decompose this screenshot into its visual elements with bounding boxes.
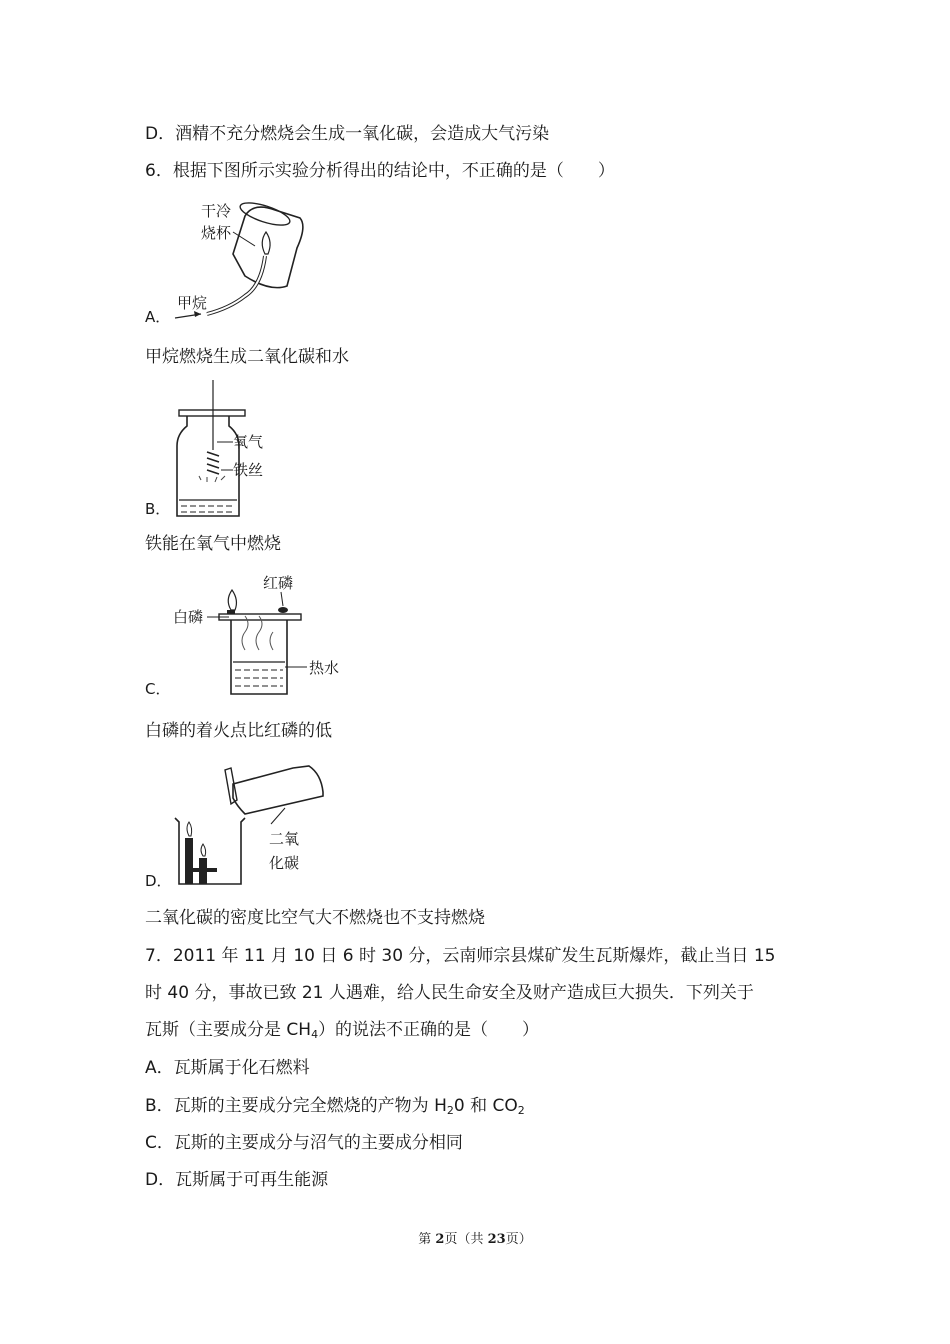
q7-stem-line3-post: ）的说法不正确的是（ ） [318, 1020, 540, 1040]
page-footer [0, 1228, 950, 1247]
beaker-icon [233, 198, 303, 287]
q7-stem-line3 [145, 1019, 539, 1041]
q6-d-conclusion: 二氧化碳的密度比空气大不燃烧也不支持燃烧 [145, 908, 485, 928]
q7-option-a: A．瓦斯属于化石燃料 [145, 1058, 310, 1078]
q7-option-b-pre: B．瓦斯的主要成分完全燃烧的产物为 H [145, 1096, 447, 1116]
fig-c-option-label: C． [145, 680, 171, 698]
fig-b-option-label: B． [145, 500, 171, 518]
q6-a-conclusion: 甲烷燃烧生成二氧化碳和水 [145, 347, 349, 367]
coil-icon [207, 452, 219, 474]
fig-a-label-cold: 干冷 [201, 202, 232, 220]
figure-b [145, 380, 325, 524]
figure-c [145, 570, 365, 704]
q7-option-b-sub1: 2 [446, 1104, 454, 1117]
fig-a-label-beaker: 烧杯 [201, 224, 232, 242]
q7-option-b-sub2: 2 [517, 1104, 525, 1117]
gas-bottle-icon [225, 766, 323, 814]
q5-option-d: D．酒精不充分燃烧会生成一氧化碳，会造成大气污染 [145, 124, 550, 144]
q7-option-b [145, 1095, 525, 1117]
q6-b-conclusion: 铁能在氧气中燃烧 [145, 534, 281, 554]
q7-option-b-mid: 0 和 CO [453, 1096, 518, 1116]
q7-option-c: C．瓦斯的主要成分与沼气的主要成分相同 [145, 1133, 463, 1153]
q7-option-d: D．瓦斯属于可再生能源 [145, 1170, 329, 1190]
footer-total-pages: 23 [487, 1232, 506, 1247]
q6-c-conclusion: 白磷的着火点比红磷的低 [145, 721, 332, 741]
q7-stem-line2: 时 40 分，事故已致 21 人遇难，给人民生命安全及财产造成巨大损失．下列关于 [145, 983, 754, 1003]
candle-icon [185, 822, 217, 884]
figure-a [145, 196, 325, 335]
fig-a-label-methane: 甲烷 [177, 294, 208, 312]
fig-a-option-label: A． [145, 308, 171, 326]
fig-b-label-oxygen: 氧气 [233, 433, 264, 451]
fig-d-label-co2-1: 二氧 [269, 830, 300, 848]
fig-c-label-hot-water: 热水 [309, 659, 340, 677]
flame-icon [228, 590, 236, 610]
q6-stem: 6．根据下图所示实验分析得出的结论中，不正确的是（ ） [145, 161, 615, 181]
fig-c-label-white-p: 白磷 [173, 608, 204, 626]
figure-d [145, 758, 345, 897]
q7-stem-line1: 7．2011 年 11 月 10 日 6 时 30 分，云南师宗县煤矿发生瓦斯爆炸，截止当日 15 [145, 946, 776, 966]
q7-stem-line3-pre: 瓦斯（主要成分是 CH [145, 1020, 312, 1040]
footer-mid: 页（共 [444, 1232, 488, 1247]
fig-b-label-iron: 铁丝 [233, 461, 264, 479]
footer-pre: 第 [418, 1232, 436, 1247]
q7-stem-line3-sub: 4 [311, 1028, 319, 1041]
fig-d-option-label: D． [145, 872, 172, 890]
footer-post: 页） [505, 1232, 532, 1247]
fig-d-label-co2-2: 化碳 [269, 854, 300, 872]
flame-icon [262, 232, 270, 254]
footer-page-number: 2 [435, 1232, 445, 1247]
fig-c-label-red-p: 红磷 [263, 574, 294, 592]
